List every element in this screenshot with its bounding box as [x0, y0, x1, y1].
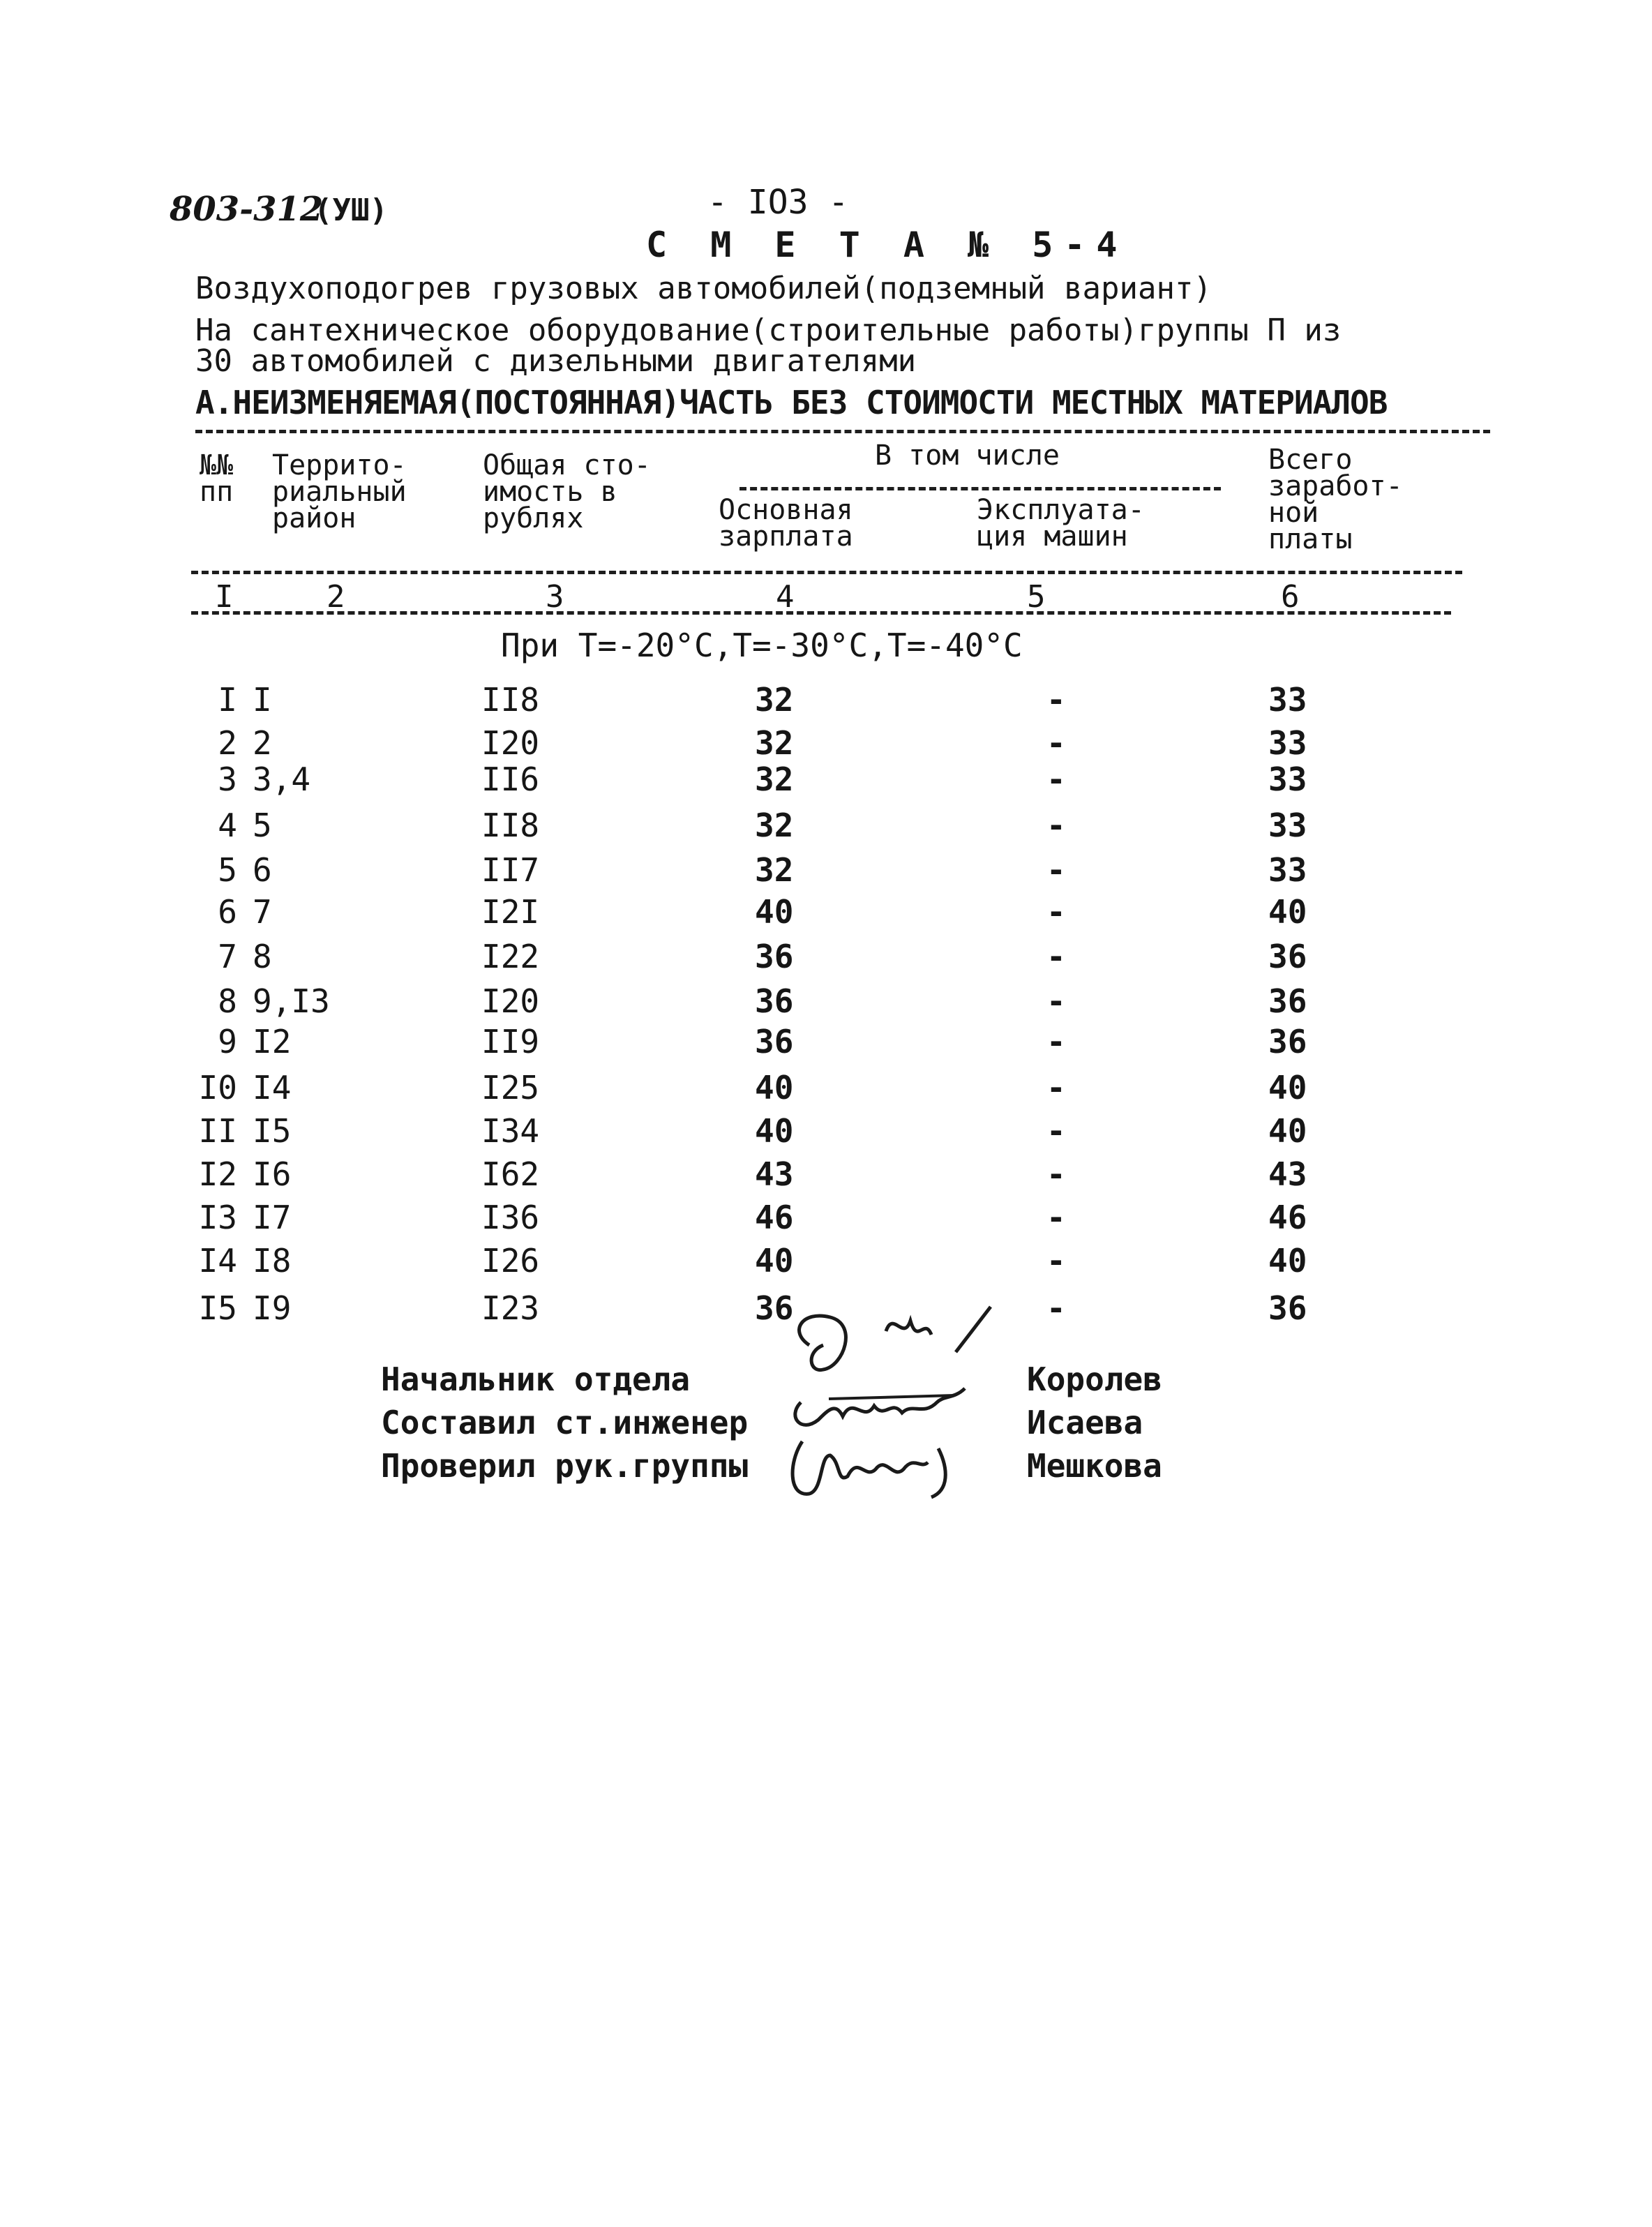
cell-district: I8 [253, 1242, 292, 1280]
cell-total-cost: I23 [481, 1289, 540, 1327]
cell-total-cost: II7 [481, 851, 540, 889]
cell-row-number: 8 [218, 982, 237, 1020]
cell-machines: - [1046, 1242, 1066, 1280]
document-code: 803-312 [170, 190, 324, 229]
cell-district: 8 [253, 938, 272, 975]
cell-machines: - [1046, 851, 1066, 889]
temperature-condition: При T=-20°C,T=-30°C,T=-40°C [501, 627, 1023, 664]
cell-total-salary: 33 [1268, 760, 1307, 798]
cell-total-salary: 33 [1268, 724, 1307, 762]
cell-base-salary: 32 [755, 724, 794, 762]
cell-district: 3,4 [253, 760, 311, 798]
cell-total-salary: 36 [1268, 1289, 1307, 1327]
cell-district: 5 [253, 807, 272, 844]
cell-total-salary: 40 [1268, 1112, 1307, 1150]
cell-base-salary: 43 [755, 1155, 794, 1193]
cell-base-salary: 36 [755, 982, 794, 1020]
signature-name: Исаева [1027, 1404, 1143, 1441]
handwritten-signature [781, 1303, 1012, 1380]
cell-base-salary: 40 [755, 893, 794, 931]
cell-machines: - [1046, 1289, 1066, 1327]
estimate-title: С М Е Т А № 5-4 [646, 225, 1129, 265]
cell-total-cost: I20 [481, 724, 540, 762]
section-title: А.НЕИЗМЕНЯЕМАЯ(ПОСТОЯННАЯ)ЧАСТЬ БЕЗ СТОИМОСТИ МЕСТНЫХ МАТЕРИАЛОВ [195, 384, 1388, 421]
cell-district: I9 [253, 1289, 292, 1327]
cell-total-cost: II9 [481, 1023, 540, 1060]
cell-machines: - [1046, 807, 1066, 844]
cell-row-number: I4 [198, 1242, 237, 1280]
cell-machines: - [1046, 1023, 1066, 1060]
cell-base-salary: 32 [755, 681, 794, 719]
cell-district: I7 [253, 1199, 292, 1236]
cell-base-salary: 32 [755, 807, 794, 844]
table-top-rule [195, 430, 1490, 433]
cell-machines: - [1046, 724, 1066, 762]
cell-base-salary: 32 [755, 760, 794, 798]
cell-base-salary: 32 [755, 851, 794, 889]
cell-total-cost: I25 [481, 1069, 540, 1107]
cell-base-salary: 46 [755, 1199, 794, 1236]
cell-base-salary: 36 [755, 1289, 794, 1327]
cell-total-cost: I2I [481, 893, 540, 931]
signature-name: Королев [1027, 1360, 1162, 1398]
column-number: I [215, 579, 234, 615]
cell-row-number: 5 [218, 851, 237, 889]
cell-district: 6 [253, 851, 272, 889]
cell-machines: - [1046, 938, 1066, 975]
cell-total-salary: 46 [1268, 1199, 1307, 1236]
cell-row-number: 7 [218, 938, 237, 975]
cell-row-number: 6 [218, 893, 237, 931]
cell-row-number: 9 [218, 1023, 237, 1060]
cell-machines: - [1046, 893, 1066, 931]
column-number-rule [191, 611, 1451, 615]
cell-total-salary: 36 [1268, 938, 1307, 975]
column-number: 6 [1281, 579, 1300, 615]
cell-row-number: I0 [198, 1069, 237, 1107]
cell-district: I [253, 681, 272, 719]
cell-total-cost: II8 [481, 807, 540, 844]
cell-district: I5 [253, 1112, 292, 1150]
column-number: 2 [326, 579, 345, 615]
header-including: В том числе [875, 440, 1060, 472]
cell-total-salary: 36 [1268, 1023, 1307, 1060]
cell-total-cost: II6 [481, 760, 540, 798]
cell-machines: - [1046, 982, 1066, 1020]
signature-role: Проверил рук.группы [381, 1447, 749, 1485]
cell-total-cost: I22 [481, 938, 540, 975]
cell-total-cost: I62 [481, 1155, 540, 1193]
cell-row-number: 2 [218, 724, 237, 762]
cell-district: 2 [253, 724, 272, 762]
cell-machines: - [1046, 681, 1066, 719]
cell-total-cost: I20 [481, 982, 540, 1020]
cell-district: I2 [253, 1023, 292, 1060]
cell-machines: - [1046, 1069, 1066, 1107]
cell-total-salary: 33 [1268, 681, 1307, 719]
cell-total-cost: I36 [481, 1199, 540, 1236]
cell-machines: - [1046, 1155, 1066, 1193]
cell-total-cost: I26 [481, 1242, 540, 1280]
cell-district: I6 [253, 1155, 292, 1193]
cell-base-salary: 40 [755, 1112, 794, 1150]
header-base-salary: Основная зарплата [719, 494, 853, 553]
cell-total-salary: 40 [1268, 893, 1307, 931]
header-num: №№ пп [200, 449, 234, 508]
cell-total-salary: 36 [1268, 982, 1307, 1020]
cell-total-cost: II8 [481, 681, 540, 719]
cell-total-salary: 40 [1268, 1069, 1307, 1107]
cell-total-salary: 33 [1268, 807, 1307, 844]
including-rule [739, 487, 1221, 490]
cell-machines: - [1046, 760, 1066, 798]
cell-row-number: I [218, 681, 237, 719]
signature-name: Мешкова [1027, 1447, 1162, 1485]
cell-machines: - [1046, 1199, 1066, 1236]
handwritten-signature [781, 1427, 963, 1504]
cell-total-salary: 40 [1268, 1242, 1307, 1280]
cell-total-salary: 43 [1268, 1155, 1307, 1193]
header-total-cost: Общая сто- имость в рублях [483, 449, 651, 534]
cell-row-number: 3 [218, 760, 237, 798]
cell-machines: - [1046, 1112, 1066, 1150]
cell-district: 7 [253, 893, 272, 931]
cell-base-salary: 36 [755, 1023, 794, 1060]
header-district: Террито- риальный район [272, 449, 407, 534]
cell-base-salary: 40 [755, 1242, 794, 1280]
signature-role: Начальник отдела [381, 1360, 691, 1398]
cell-base-salary: 40 [755, 1069, 794, 1107]
page-number: - IO3 - [707, 183, 849, 222]
object-line: Воздухоподогрев грузовых автомобилей(подземный вариант) [195, 271, 1212, 306]
cell-row-number: I2 [198, 1155, 237, 1193]
signature-role: Составил ст.инженер [381, 1404, 749, 1441]
scope-line-2: 30 автомобилей с дизельными двигателями [195, 343, 917, 379]
cell-base-salary: 36 [755, 938, 794, 975]
document-code-suffix: (УШ) [314, 193, 388, 228]
column-number: 4 [776, 579, 795, 615]
cell-total-salary: 33 [1268, 851, 1307, 889]
cell-district: 9,I3 [253, 982, 330, 1020]
scope-line-1: На сантехническое оборудование(строительные работы)группы П из [195, 313, 1342, 348]
cell-row-number: I3 [198, 1199, 237, 1236]
cell-total-cost: I34 [481, 1112, 540, 1150]
header-bottom-rule [191, 571, 1462, 574]
header-total-salary: Всего заработ- ной платы [1268, 444, 1403, 555]
cell-row-number: 4 [218, 807, 237, 844]
cell-district: I4 [253, 1069, 292, 1107]
cell-row-number: II [198, 1112, 237, 1150]
header-machines: Эксплуата- ция машин [977, 494, 1145, 553]
column-number: 3 [546, 579, 564, 615]
column-number: 5 [1027, 579, 1046, 615]
cell-row-number: I5 [198, 1289, 237, 1327]
